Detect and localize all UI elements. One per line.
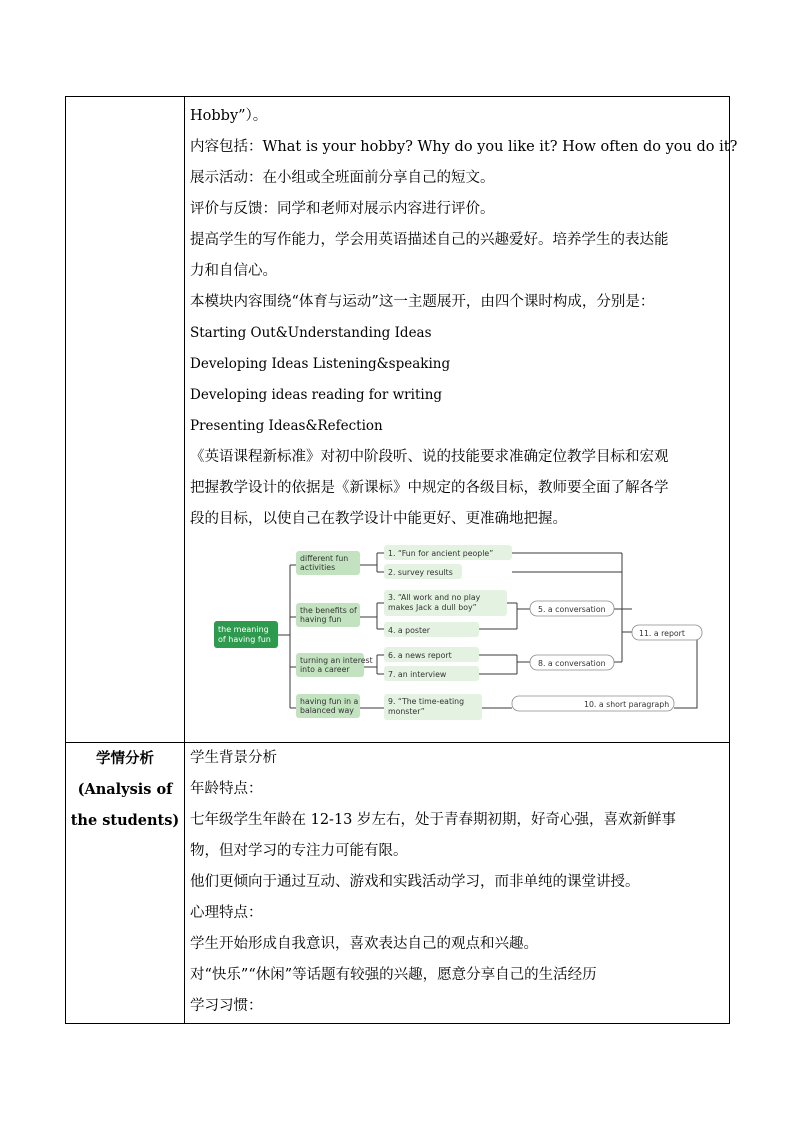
svg-text:balanced way: balanced way <box>300 706 354 715</box>
svg-text:having fun: having fun <box>300 615 342 624</box>
leaf-node <box>384 647 479 662</box>
text-line: 段的目标，以使自己在教学设计中能更好、更准确地把握。 <box>190 511 567 527</box>
leaf-node <box>384 590 507 616</box>
svg-text:into a career: into a career <box>300 665 350 674</box>
outcome-node <box>530 601 614 616</box>
section-label-en: (Analysis of <box>77 781 173 798</box>
text-line: 学生开始形成自我意识，喜欢表达自己的观点和兴趣。 <box>190 936 538 952</box>
svg-text:monster”: monster” <box>388 707 425 716</box>
svg-text:having fun in a: having fun in a <box>300 697 359 706</box>
section-label-en: the students) <box>70 812 180 829</box>
section-label-cn: 学情分析 <box>96 750 154 767</box>
root-label-line: the meaning <box>218 625 269 634</box>
text-line: 展示活动：在小组或全班面前分享自己的短文。 <box>190 170 495 186</box>
upper-content-cell <box>190 101 738 535</box>
outcome-node <box>632 625 702 640</box>
text-line: 学生背景分析 <box>190 750 277 766</box>
leaf-node <box>384 694 482 720</box>
lesson-plan-table <box>65 96 738 1024</box>
leaf-node <box>384 622 479 637</box>
text-line: 心理特点： <box>190 905 263 921</box>
svg-text:11. a report: 11. a report <box>639 629 685 638</box>
text-line: 年龄特点： <box>190 781 263 797</box>
svg-text:5. a conversation: 5. a conversation <box>538 605 606 614</box>
mind-map-branches <box>296 551 373 718</box>
lesson-title: Presenting Ideas&Refection <box>190 418 383 434</box>
text-line: 力和自信心。 <box>190 263 277 279</box>
lesson-title: Developing Ideas Listening&speaking <box>190 356 451 372</box>
svg-text:8. a conversation: 8. a conversation <box>538 659 606 668</box>
leaf-node <box>384 545 512 560</box>
mind-map-root <box>214 621 278 648</box>
svg-text:6. a news report: 6. a news report <box>388 651 452 660</box>
text-line: 他们更倾向于通过互动、游戏和实践活动学习，而非单纯的课堂讲授。 <box>190 874 640 890</box>
text-line: 对“快乐”“休闲”等话题有较强的兴趣，愿意分享自己的生活经历 <box>190 967 597 983</box>
leaf-node <box>384 564 462 579</box>
svg-text:activities: activities <box>300 563 336 572</box>
text-line: 《英语课程新标准》对初中阶段听、说的技能要求准确定位教学目标和宏观 <box>190 449 669 465</box>
branch-node <box>296 694 360 718</box>
svg-text:3. “All work and no play: 3. “All work and no play <box>388 593 481 602</box>
text-line: 把握教学设计的依据是《新课标》中规定的各级目标，教师要全面了解各学 <box>190 480 669 496</box>
svg-text:4. a poster: 4. a poster <box>388 626 431 635</box>
lesson-title: Starting Out&Understanding Ideas <box>190 325 432 341</box>
text-line: 学习习惯： <box>190 998 263 1014</box>
branch-node <box>296 603 360 627</box>
text-line: 本模块内容围绕“体育与运动”这一主题展开，由四个课时构成，分别是： <box>190 294 655 310</box>
svg-text:10. a short paragraph: 10. a short paragraph <box>584 700 670 709</box>
outcome-node <box>512 696 674 711</box>
text-line: 评价与反馈：同学和老师对展示内容进行评价。 <box>190 201 495 217</box>
text-line: Hobby”）。 <box>190 108 268 124</box>
mind-map-leaves <box>384 545 512 720</box>
section-label <box>66 743 184 836</box>
svg-text:the benefits of: the benefits of <box>300 606 357 615</box>
branch-node <box>296 653 373 677</box>
svg-text:turning an interest: turning an interest <box>300 656 373 665</box>
root-label-line: of having fun <box>218 635 271 644</box>
student-analysis-cell <box>190 743 726 1022</box>
svg-text:9. “The time-eating: 9. “The time-eating <box>388 697 465 706</box>
mind-map-diagram <box>212 545 712 725</box>
svg-text:makes Jack a dull boy”: makes Jack a dull boy” <box>388 603 477 612</box>
mind-map-outcomes <box>512 601 702 711</box>
leaf-node <box>384 666 479 681</box>
text-line: 物，但对学习的专注力可能有限。 <box>190 843 408 859</box>
text-line: 内容包括：What is your hobby? Why do you like it? How often do you do it? <box>190 139 738 155</box>
outcome-node <box>530 655 614 670</box>
svg-text:2. survey results: 2. survey results <box>388 568 453 577</box>
svg-text:different fun: different fun <box>300 554 349 563</box>
branch-node <box>296 551 360 575</box>
svg-text:7. an interview: 7. an interview <box>388 670 447 679</box>
column-divider <box>184 97 185 1023</box>
text-line: 七年级学生年龄在 12-13 岁左右，处于青春期初期，好奇心强，喜欢新鲜事 <box>190 812 677 828</box>
lesson-title: Developing ideas reading for writing <box>190 387 443 403</box>
text-line: 提高学生的写作能力，学会用英语描述自己的兴趣爱好。培养学生的表达能 <box>190 232 669 248</box>
svg-text:1. “Fun for ancient people”: 1. “Fun for ancient people” <box>388 549 494 558</box>
